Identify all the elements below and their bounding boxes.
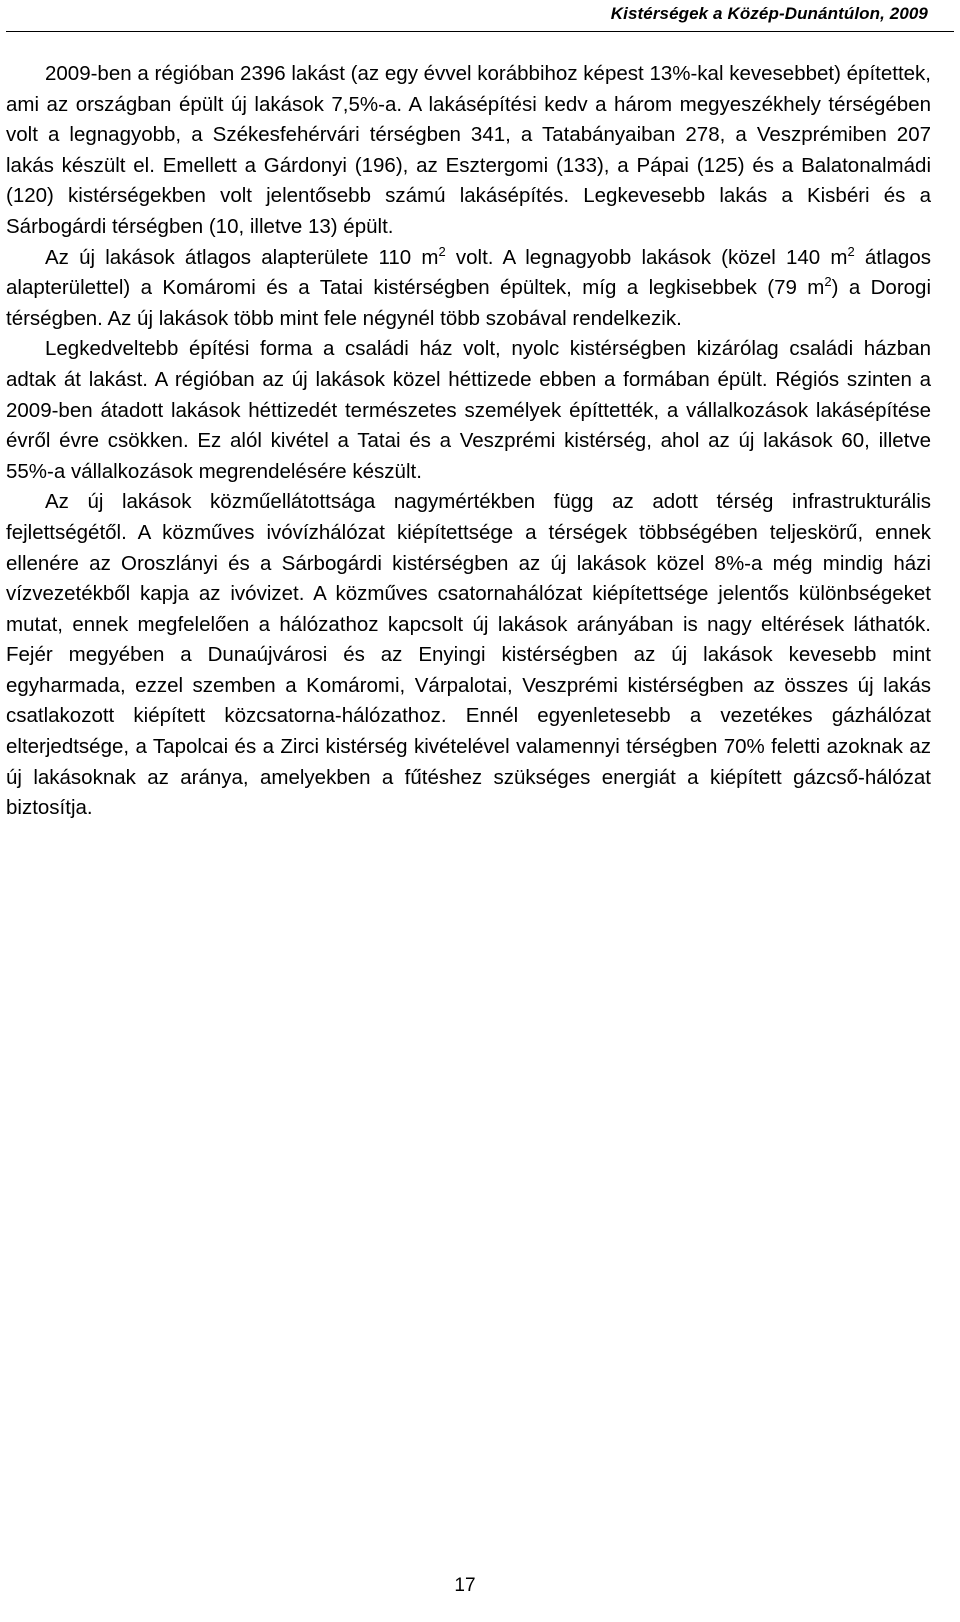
superscript-2: 2 <box>847 243 855 259</box>
paragraph-floor-area <box>6 243 931 335</box>
page-number: 17 <box>454 1575 476 1596</box>
paragraph-utilities: Az új lakások közműellátottsága nagymértékben függ az adott térség infrastrukturális fejlettségétől. A közműves ivóvízhálózat kiépítettsége a térségek többségében teljeskörű, ennek ellenére az Oroszlányi és a Sárbogárdi kistérségben az új lakások közel 8%-a még mindig házi vízvezetékből kapja az ivóvizet. A közműves csatornahálózat kiépítettsége jelentős különbségeket mutat, ennek megfelelően a hálózathoz kapcsolt új lakások arányában is nagy eltérések láthatók. Fejér megyében a Dunaújvárosi és az Enyingi kistérségben az új lakások kevesebb mint egyharmada, ezzel szemben a Komáromi, Várpalotai, Veszprémi kistérségben az összes új lakás csatlakozott kiépített közcsatorna-hálózathoz. Ennél egyenletesebb a vezetékes gázhálózat elterjedtsége, a Tapolcai és a Zirci kistérség kivételével valamennyi térségben 70% feletti azoknak az új lakásoknak az aránya, amelyekben a fűtéshez szükséges energiát a kiépített gázcső-hálózat biztosítja. <box>6 490 931 820</box>
document-body <box>6 59 931 824</box>
floor-area-text-2: volt. A legnagyobb lakások (közel 140 m <box>445 245 848 269</box>
superscript-2: 2 <box>438 243 446 259</box>
paragraph-building-form: Legkedveltebb építési forma a családi ház volt, nyolc kistérségben kizárólag családi házban adtak át lakást. A régióban az új lakások közel héttizede ebben a formában épült. Régiós szinten a 2009-ben átadott lakások héttizedét természetes személyek építtették, a vállalkozások lakásépítése évről évre csökken. Ez alól kivétel a Tatai és a Veszprémi kistérség, ahol az új lakások 60, illetve 55%-a vállalkozások megrendelésére készült. <box>6 337 931 483</box>
header-divider <box>6 31 954 32</box>
running-header: Kistérségek a Közép-Dunántúlon, 2009 <box>610 4 928 23</box>
paragraph-housing-construction: 2009-ben a régióban 2396 lakást (az egy évvel korábbihoz képest 13%-kal kevesebbet) építettek, ami az országban épült új lakások 7,5%-a. A lakásépítési kedv a három megyeszékhely térségében volt a legnagyobb, a Székesfehérvári térségben 341, a Tatabányaiban 278, a Veszprémiben 207 lakás készült el. Emellett a Gárdonyi (196), az Esztergomi (133), a Pápai (125) és a Balatonalmádi (120) kistérségekben volt jelentősebb számú lakásépítés. Legkevesebb lakás a Kisbéri és a Sárbogárdi térségben (10, illetve 13) épült. <box>6 62 931 238</box>
floor-area-text-4: ) a Dorogi térségben. Az új lakások több mint fele négynél több szobával rendelkezik. <box>6 276 932 330</box>
floor-area-text-1: Az új lakások átlagos alapterülete 110 m <box>45 245 439 269</box>
floor-area-text-3: átlagos alapterülettel) a Komáromi és a Tatai kistérségben épültek, míg a legkisebbek (79 m <box>6 245 931 300</box>
superscript-2: 2 <box>824 274 832 290</box>
